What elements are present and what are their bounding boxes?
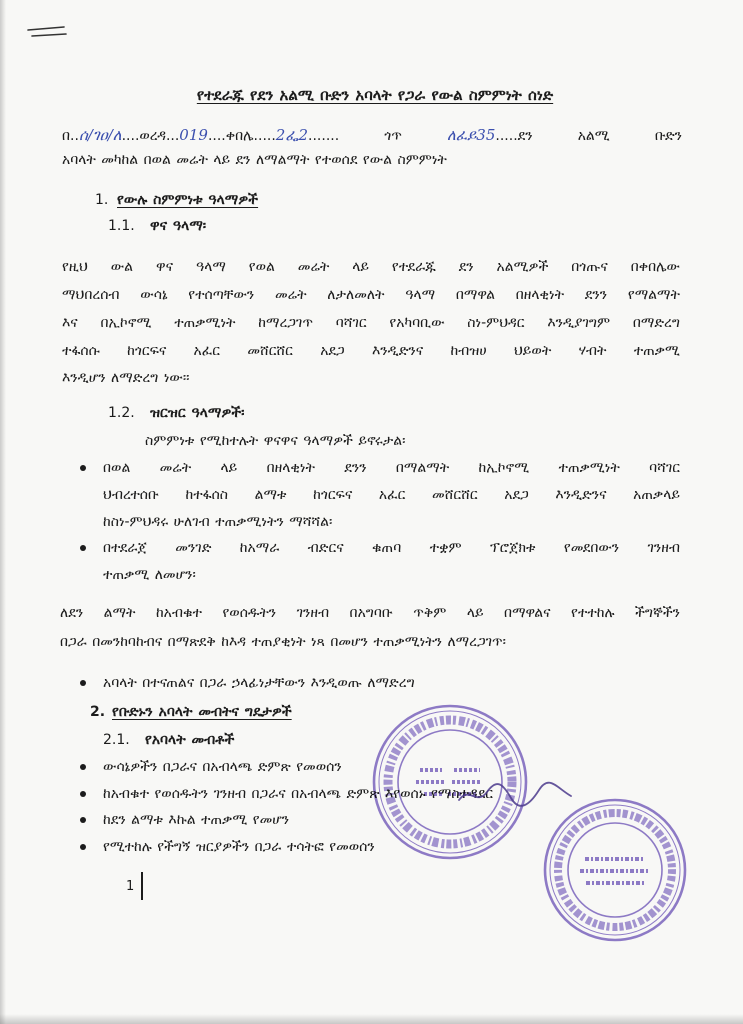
bullet-dot-icon (80, 844, 86, 850)
section-2-heading: የቡድኑን አባላት መብትና ግዴታዎች (112, 704, 292, 720)
bullet-dot-icon (80, 545, 86, 551)
paragraph-line: እና በኢኮኖሚ ተጠቃሚነት ከማረጋገጥ ባሻገር የአካባቢው ስነ-ምህዳር እንዲያገግም በማድረግ (62, 315, 680, 331)
paragraph-line: የዚህ ውል ዋና ዓላማ የወል መሬት ላይ የተደራጁ ደን አልሚዎች በጎጡና በቀበሌው (62, 259, 680, 275)
paragraph-line: ማህበረሰብ ውሳኔ የተሰጣቸውን መሬት ለታለመለት ዓላማ በማዋል በዘላቂነት ደንን የማልማት (62, 287, 680, 303)
circular-seal-icon (540, 795, 690, 945)
paragraph-line: እንዲሆን ለማድረግ ነው፡፡ (62, 370, 190, 386)
bullet-dot-icon (80, 465, 86, 471)
rights-list-item: ከአብቁተ የወሰዱትን ገንዘብ በጋራና በአብላጫ ድምጽ እየወሰኑ የማስተዳደር (103, 786, 494, 802)
handwritten-got: 2ፌ2 (275, 126, 309, 144)
bullet-dot-icon (80, 764, 86, 770)
subsection-1-2-number: 1.2. (108, 405, 135, 421)
paragraph-line: ተፋሰሱ ከጎርፍና አፈር መሸርሸር አደጋ እንዲድንና ከብዝሀ ህይወት ሃብት ተጠቃሚ (62, 343, 680, 359)
bullet-line: ህብረተሰቡ ከተፋሰስ ልማቱ ከጎርፍና አፈር መሸርሸር አደጋ እንዲድንና አጠቃላይ (103, 487, 680, 503)
intro-text-segment: .....ደን አልሚ ቡድን (495, 128, 682, 144)
bullet-line: ተጠቃሚ ለመሆን፡ (103, 567, 196, 583)
intro-line-2: አባላት መካከል በወል መሬት ላይ ደን ለማልማት የተወሰደ የውል ስምምነት (62, 152, 447, 168)
intro-text-segment: ....ቀበሌ..... (207, 128, 276, 144)
paragraph-line: ለደን ልማት ከአብቁተ የወሰዱትን ገንዘብ በአግባቡ ጥቅም ላይ በማዋልና የተተከሉ ችግኞችን (60, 605, 680, 621)
intro-text-segment: ....... ጎጥ (308, 128, 448, 144)
bullet-dot-icon (80, 680, 86, 686)
bullet-dot-icon (80, 791, 86, 797)
rights-list-item: ከደን ልማቱ እኩል ተጠቃሚ የመሆን (103, 812, 290, 828)
rights-list-item: ውሳኔዎችን በጋራና በአብላጫ ድምጽ የመወሰን (103, 759, 342, 775)
intro-text-segment: ....ወረዳ... (121, 128, 180, 144)
bullet-line: በወል መሬት ላይ በዘላቂነት ደንን በማልማት ከኢኮኖሚ ተጠቃሚነት ባሻገር (103, 460, 680, 476)
intro-text-segment: በ.. (62, 128, 79, 144)
intro-line-1 (62, 124, 682, 146)
scan-edge-shadow-left (0, 0, 6, 1024)
rights-list-item: የሚተከሉ የችግኝ ዝርያዎችን በጋራ ተሳትፎ የመወሰን (103, 839, 375, 855)
page-number-rule (141, 872, 143, 900)
handwritten-woreda: ሰ/ገዐ/ለ (78, 126, 122, 144)
page-number: 1 (126, 879, 135, 894)
subsection-2-1-title: የአባላት መብቶች (145, 732, 235, 748)
subsection-2-1-number: 2.1. (103, 732, 130, 748)
bullet-line: አባላት በተናጠልና በጋራ ኃላፊነታቸውን እንዲወጡ ለማድረግ (103, 675, 415, 691)
bullet-dot-icon (80, 817, 86, 823)
subsection-1-2-title: ዝርዝር ዓላማዎች፡ (150, 405, 245, 421)
handwritten-kebele: 019 (179, 126, 208, 144)
pen-scribble-icon (24, 22, 68, 42)
subsection-1-2-intro: ስምምነቱ የሚከተሉት ዋናዋና ዓላማዎች ይኖሩታል፡ (145, 433, 406, 449)
section-2-number: 2. (90, 704, 106, 720)
subsection-1-1-number: 1.1. (108, 218, 135, 234)
bullet-line: በተደራጀ መንገድ ከአማራ ብድርና ቁጠባ ተቋም ፕሮጀክቱ የመደበውን ገንዘብ (103, 540, 680, 556)
section-1-number: 1. (95, 192, 109, 208)
subsection-1-1-title: ዋና ዓላማ፡ (150, 218, 207, 234)
bullet-line: ከስነ-ምህዳሩ ሁለገብ ተጠቃሚነትን ማሻሻል፡ (103, 514, 333, 530)
paragraph-line: በጋራ በመንከባከብና በማጽደቅ ከእዳ ተጠያቂነት ነጻ በመሆን ተጠቃሚነትን ለማረጋገጥ፡ (60, 634, 506, 650)
scan-edge-shadow-bottom (0, 1014, 743, 1024)
document-title: የተደራጁ የደን አልሚ ቡድን አባላት የጋራ የውል ስምምነት ሰነድ (196, 86, 554, 104)
handwritten-group: ለፈይ35 (447, 126, 496, 144)
section-1-heading: የውሉ ስምምነቱ ዓላማዎች (117, 192, 259, 208)
